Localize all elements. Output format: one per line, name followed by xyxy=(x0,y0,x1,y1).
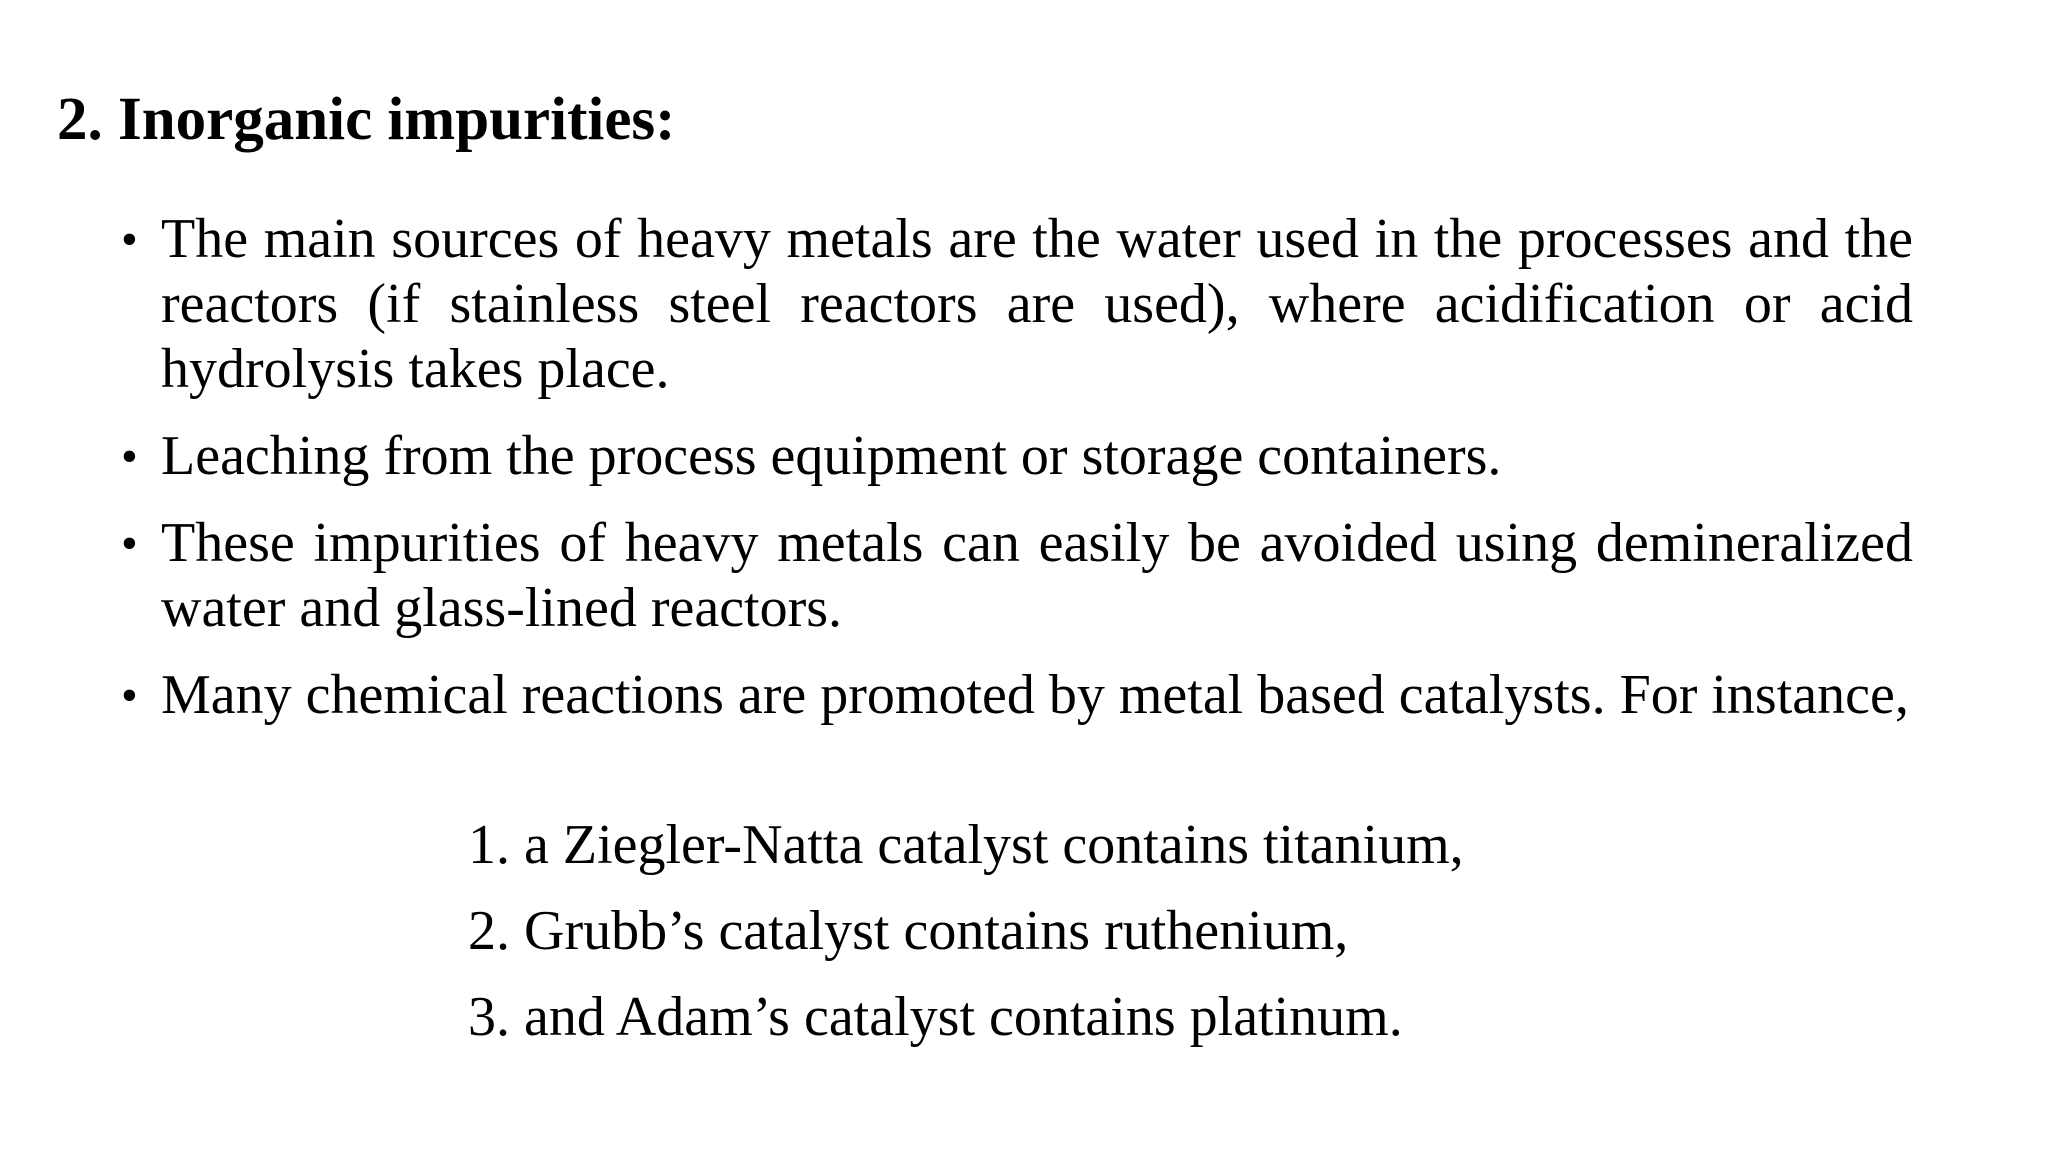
bullet-icon: • xyxy=(121,517,138,570)
catalyst-example-item: 3. and Adam’s catalyst contains platinum. xyxy=(468,986,1403,1048)
bullet-item xyxy=(121,207,1913,402)
catalyst-example-item: 2. Grubb’s catalyst contains ruthenium, xyxy=(468,900,1349,962)
bullet-list xyxy=(121,207,1913,750)
bullet-text: The main sources of heavy metals are the water used in the processes and the reactors (if stainless steel reactors are used), where acidification or acid hydrolysis takes place. xyxy=(161,208,1913,400)
catalyst-example-list xyxy=(468,812,1464,1070)
bullet-text: These impurities of heavy metals can easily be avoided using demineralized water and glass-lined reactors. xyxy=(161,512,1913,639)
bullet-item xyxy=(121,511,1913,641)
bullet-item xyxy=(121,663,1913,728)
bullet-item xyxy=(121,424,1913,489)
bullet-icon: • xyxy=(121,669,138,722)
bullet-text: Many chemical reactions are promoted by metal based catalysts. For instance, xyxy=(161,664,1909,726)
bullet-icon: • xyxy=(121,430,138,483)
bullet-text: Leaching from the process equipment or storage containers. xyxy=(161,425,1502,487)
slide-title: 2. Inorganic impurities: xyxy=(57,86,676,153)
catalyst-example-item: 1. a Ziegler-Natta catalyst contains titanium, xyxy=(468,814,1464,876)
bullet-icon: • xyxy=(121,213,138,266)
